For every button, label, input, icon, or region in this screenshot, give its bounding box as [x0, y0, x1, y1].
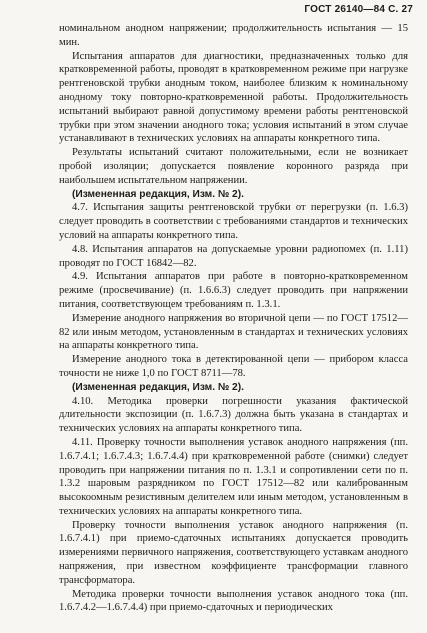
- page-header: ГОСТ 26140—84 С. 27: [304, 4, 413, 15]
- clause-4-9: 4.9. Испытания аппаратов при работе в повторно-кратковременном режиме (просвечивание) (п. 1.6.6.3) следует проводить при напряжении питания, соответствующем требованиям п. 1.3.1.: [59, 271, 408, 310]
- paragraph-continuation: номинальном анодном напряжении; продолжительность испытания — 15 мин.: [59, 23, 408, 48]
- paragraph: Испытания аппаратов для диагностики, предназначенных только для кратковременной работы, проводят в кратковременном режиме при нагрузке рентгеновской трубки анодным током, наиболее близким к номинальному анодному току повторно-кратковременной работы. Продолжительность испытаний выбирают равной допустимому времени работы рентгеновской трубки при этом значении анодного тока; условия испытаний в этом случае устанавливают в технических условиях на аппараты конкретного типа.: [59, 50, 408, 145]
- clause-4-8: 4.8. Испытания аппаратов на допускаемые уровни радиопомех (п. 1.11) проводят по ГОСТ 16842—82.: [59, 243, 408, 269]
- paragraph: Измерение анодного тока в детектированной цепи — прибором класса точности не ниже 1,0 по ГОСТ 8711—78.: [59, 354, 408, 379]
- paragraph: Методика проверки точности выполнения уставок анодного тока (пп. 1.6.7.4.2—1.6.7.4.4) при приемо-сдаточных и периодических: [59, 588, 408, 614]
- paragraph: Проверку точности выполнения уставок анодного напряжения (п. 1.6.7.4.1) при приемо-сдаточных испытаниях допускается проводить измерениями первичного напряжения, соответствующего уставкам анодного напряжения, при известном коэффициенте трансформации главного трансформатора.: [59, 519, 408, 586]
- paragraph: Результаты испытаний считают положительными, если не возникает пробой изоляции; допускается появление коронного разряда при наибольшем испытательном напряжении.: [59, 147, 408, 186]
- clause-4-7: 4.7. Испытания защиты рентгеновской трубки от перегрузки (п. 1.6.3) следует проводить в соответствии с требованиями стандартов и технических условий на аппараты конкретного типа.: [59, 202, 408, 241]
- paragraph: Измерение анодного напряжения во вторичной цепи — по ГОСТ 17512—82 или иным методом, установленным в стандартах и технических условиях на аппараты конкретного типа.: [59, 312, 408, 352]
- clause-4-10: 4.10. Методика проверки погрешности указания фактической длительности экспозиции (п. 1.6.7.3) должна быть указана в стандартах и технических условиях на аппараты конкретного типа.: [59, 395, 408, 435]
- amendment-note: (Измененная редакция, Изм. № 2).: [72, 188, 244, 200]
- clause-4-11: 4.11. Проверку точности выполнения уставок анодного напряжения (пп. 1.6.7.4.1; 1.6.7.4.3; 1.6.7.4.4) при кратковременной работе (снимки) следует проводить при напряжении питания по п. 1.3.1 и сопротивлении сети по п. 1.3.2 шаровым разрядником по ГОСТ 17512—82 или калиброванным высокоомным резистивным делителем или иным методом, установленным в технических условиях на аппараты конкретного типа.: [59, 436, 408, 517]
- document-body: [59, 22, 408, 615]
- amendment-note: (Измененная редакция, Изм. № 2).: [72, 381, 244, 393]
